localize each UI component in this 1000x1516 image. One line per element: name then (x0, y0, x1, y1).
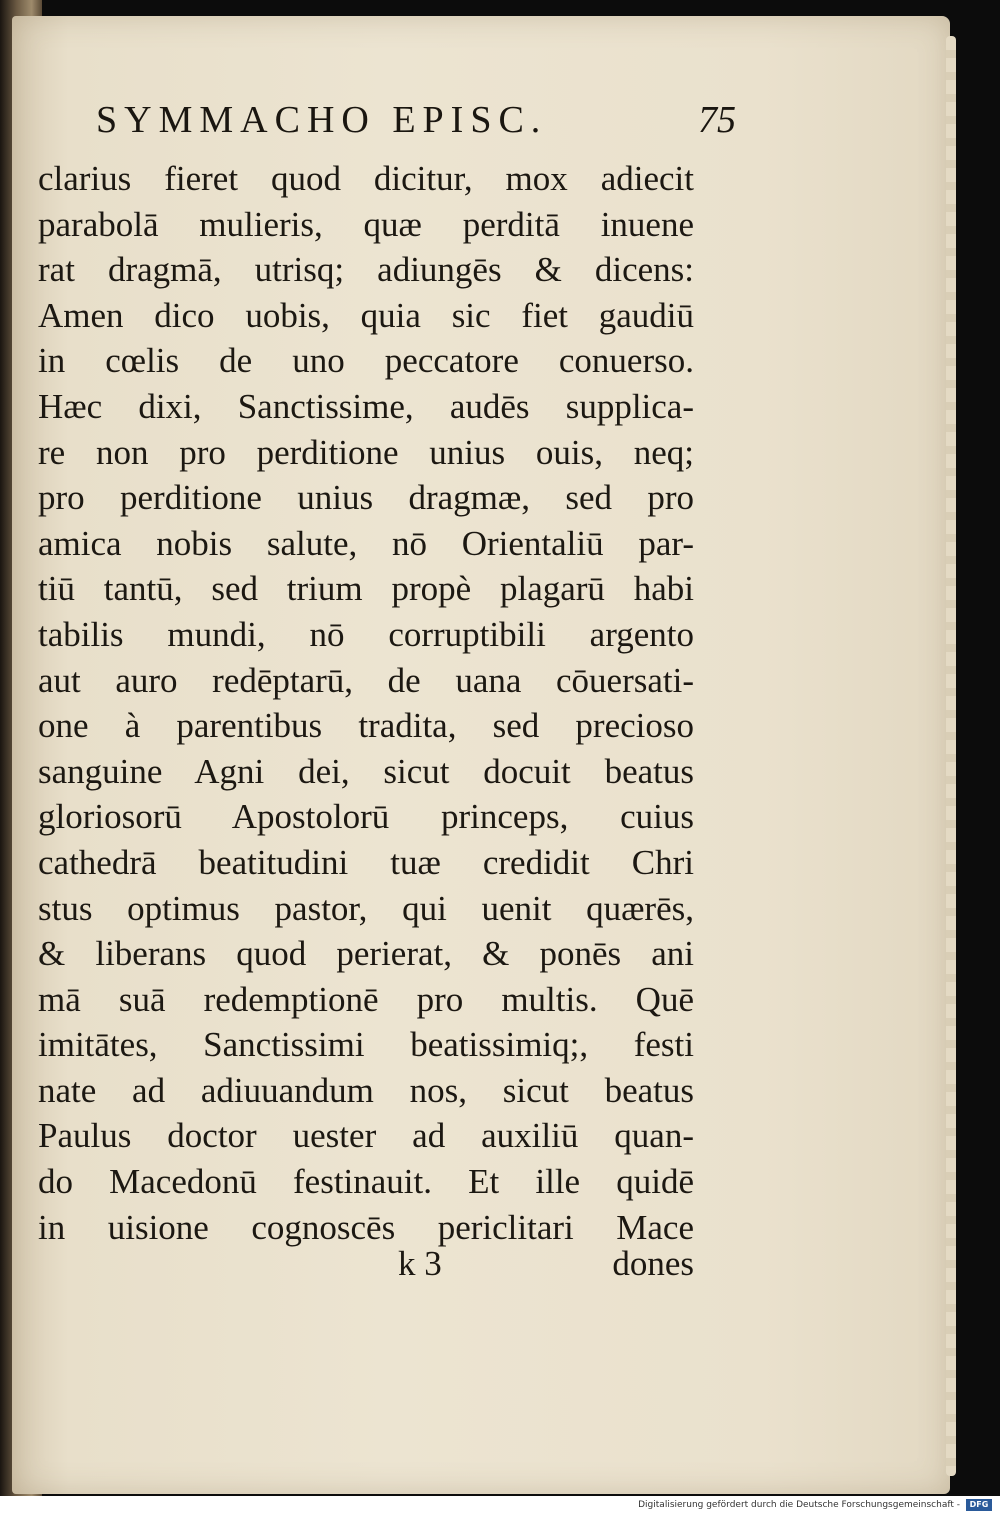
text-line: imitātes, Sanctissimi beatissimiq;, festi (38, 1025, 694, 1065)
text-line: in uisione cognoscēs periclitari Mace (38, 1207, 694, 1247)
signature-row (38, 1244, 694, 1290)
text-line: clarius fieret quod dicitur, mox adiecit (38, 159, 694, 198)
text-line: gloriosorū Apostolorū princeps, cuius (38, 797, 694, 837)
text-line: nate ad adiuuandum nos, sicut beatus (38, 1070, 694, 1110)
text-line: & liberans quod perierat, & ponēs ani (38, 934, 694, 974)
text-line: stus optimus pastor, qui uenit quærēs, (38, 888, 694, 928)
text-line: Hæc dixi, Sanctissime, audēs supplica- (38, 386, 694, 426)
folio-number: 75 (698, 99, 736, 141)
page-header (96, 98, 736, 146)
text-block (38, 156, 694, 1250)
text-line: tiū tantū, sed trium propè plagarū habi (38, 569, 694, 609)
text-line: Paulus doctor uester ad auxiliū quan- (38, 1116, 694, 1156)
footer-credit: Digitalisierung gefördert durch die Deutsche Forschungsgemeinschaft - (638, 1500, 960, 1510)
text-line: cathedrā beatitudini tuæ credidit Chri (38, 842, 694, 882)
catchword: dones (612, 1244, 694, 1283)
text-line: one à parentibus tradita, sed precioso (38, 706, 694, 746)
text-line: re non pro perditione unius ouis, neq; (38, 432, 694, 472)
text-line: aut auro redēptarū, de uana cōuersati- (38, 660, 694, 700)
text-line: rat dragmā, utrisq; adiungēs & dicens: (38, 250, 694, 290)
text-line: pro perditione unius dragmæ, sed pro (38, 478, 694, 518)
dfg-logo: DFG (966, 1499, 992, 1511)
text-line: Amen dico uobis, quia sic fiet gaudiū (38, 295, 694, 335)
text-line: amica nobis salute, nō Orientaliū par- (38, 523, 694, 563)
text-line: parabolā mulieris, quæ perditā inuene (38, 204, 694, 244)
text-line: mā suā redemptionē pro multis. Quē (38, 979, 694, 1019)
signature-mark: k 3 (398, 1244, 442, 1283)
text-line: do Macedonū festinauit. Et ille quidē (38, 1162, 694, 1202)
running-head: SYMMACHO EPISC. (96, 99, 548, 141)
text-line: tabilis mundi, nō corruptibili argento (38, 614, 694, 654)
text-line: in cœlis de uno peccatore conuerso. (38, 341, 694, 381)
text-line: sanguine Agni dei, sicut docuit beatus (38, 751, 694, 791)
